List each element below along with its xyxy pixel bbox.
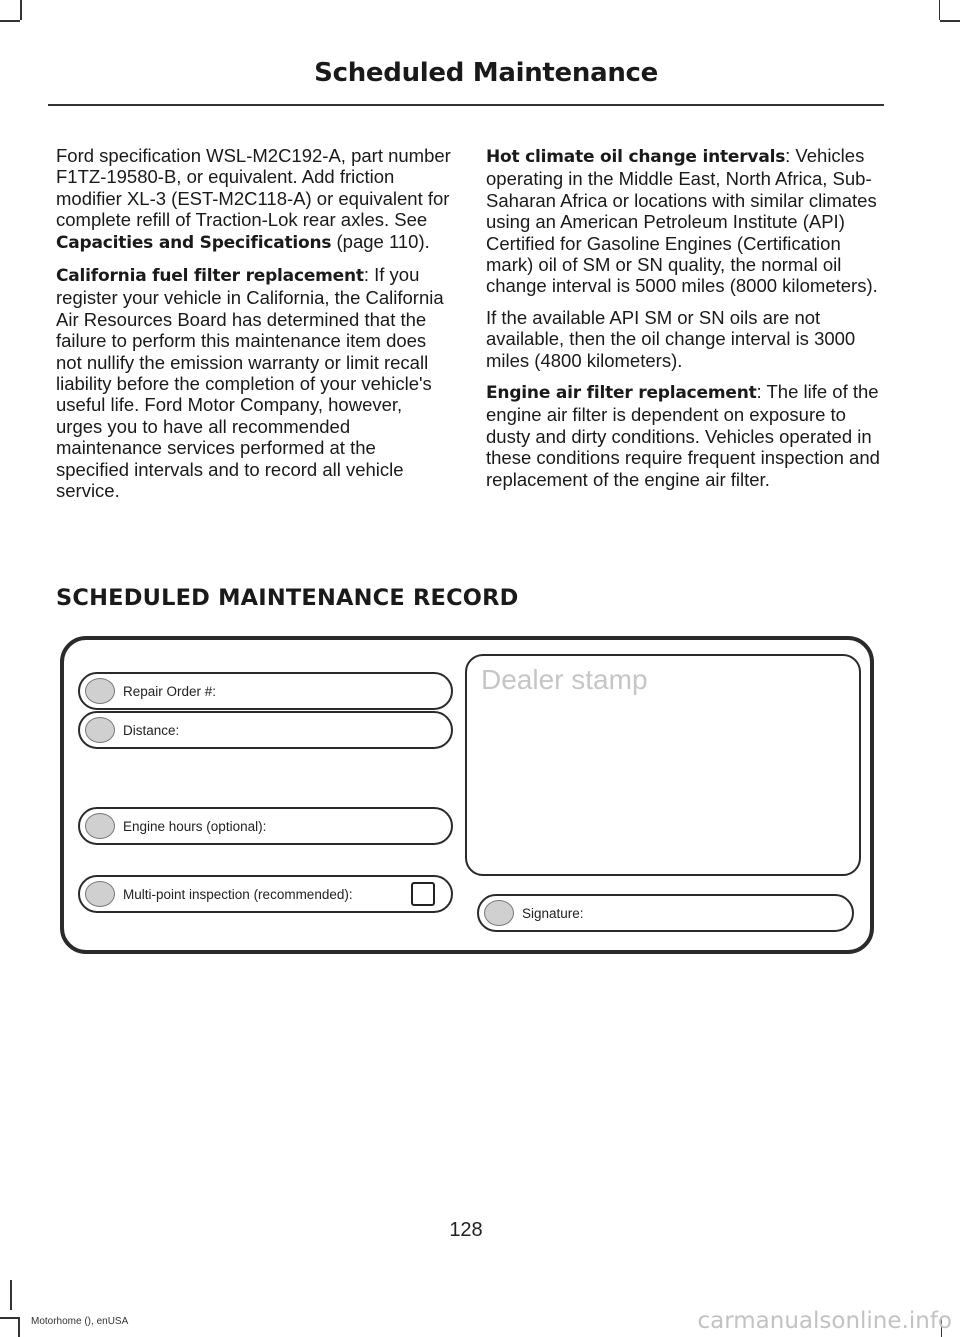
bullet-icon <box>85 717 115 743</box>
crop-mark <box>940 20 960 22</box>
paragraph <box>56 145 452 254</box>
field-label: Engine hours (optional): <box>123 819 267 834</box>
dealer-stamp-box[interactable] <box>465 654 861 876</box>
page-number: 128 <box>449 1219 483 1241</box>
paragraph <box>56 264 452 501</box>
right-column <box>486 145 882 500</box>
inspection-field[interactable] <box>78 875 453 913</box>
paragraph-heading: California fuel filter replacement <box>56 266 364 287</box>
section-heading: SCHEDULED MAINTENANCE RECORD <box>56 585 519 611</box>
bullet-icon <box>85 881 115 907</box>
crop-mark <box>939 0 941 20</box>
paragraph-text: : If you register your vehicle in California, the California Air Resources Board has determined that the failure to perform this maintenance item does not nullify the emission warranty or limit recall liability before the completion of your vehicle's useful life. Ford Motor Company, however, urges you to have all recommended maintenance services performed at the specified intervals and to record all vehicle service. <box>56 264 444 502</box>
crop-mark <box>0 1317 18 1319</box>
distance-field[interactable] <box>78 711 453 749</box>
cross-reference-link[interactable]: Capacities and Specifications <box>56 232 332 253</box>
field-label: Signature: <box>522 906 584 921</box>
field-label: Repair Order #: <box>123 684 217 699</box>
publication-label: Motorhome (), enUSA <box>31 1316 129 1327</box>
paragraph <box>486 307 882 371</box>
bullet-icon <box>85 813 115 839</box>
paragraph <box>486 145 882 297</box>
bullet-icon <box>484 900 514 926</box>
repair-order-field[interactable] <box>78 672 453 710</box>
crop-mark <box>10 1280 12 1310</box>
dealer-stamp-label: Dealer stamp <box>481 664 648 695</box>
page-title: Scheduled Maintenance <box>314 58 658 88</box>
inspection-checkbox[interactable] <box>411 882 435 906</box>
field-label: Multi-point inspection (recommended): <box>123 887 353 902</box>
page-reference: (page 110). <box>331 230 430 252</box>
paragraph <box>486 381 882 490</box>
crop-mark <box>18 1317 20 1337</box>
maintenance-record-card <box>60 636 874 954</box>
signature-field[interactable] <box>477 894 854 932</box>
paragraph-text: : Vehicles operating in the Middle East, North Africa, Sub-Saharan Africa or locations with similar climates using an American Petroleum Institute (API) Certified for Gasoline Engines (Certification mark) oil of SM or SN quality, the normal oil change interval is 5000 miles (8000 kilometers). <box>486 145 878 297</box>
paragraph-text: If the available API SM or SN oils are not available, then the oil change interval is 3000 miles (4800 kilometers). <box>486 306 856 371</box>
field-label: Distance: <box>123 723 180 738</box>
crop-mark <box>0 20 20 22</box>
bullet-icon <box>85 678 115 704</box>
header-divider <box>48 104 884 106</box>
paragraph-text: Ford specification WSL-M2C192-A, part number F1TZ-19580-B, or equivalent. Add friction modifier XL-3 (EST-M2C118-A) or equivalent for complete refill of Traction-Lok rear axles. See <box>56 145 451 231</box>
engine-hours-field[interactable] <box>78 807 453 845</box>
paragraph-heading: Engine air filter replacement <box>486 383 757 404</box>
watermark: carmanualsonline.info <box>697 1308 952 1334</box>
paragraph-text: : The life of the engine air filter is dependent on exposure to dusty and dirty conditions. Vehicles operated in these conditions require frequent inspection and replacement of the engine air filter. <box>486 381 880 490</box>
left-column <box>56 145 452 512</box>
paragraph-heading: Hot climate oil change intervals <box>486 147 786 167</box>
crop-mark <box>20 0 22 20</box>
